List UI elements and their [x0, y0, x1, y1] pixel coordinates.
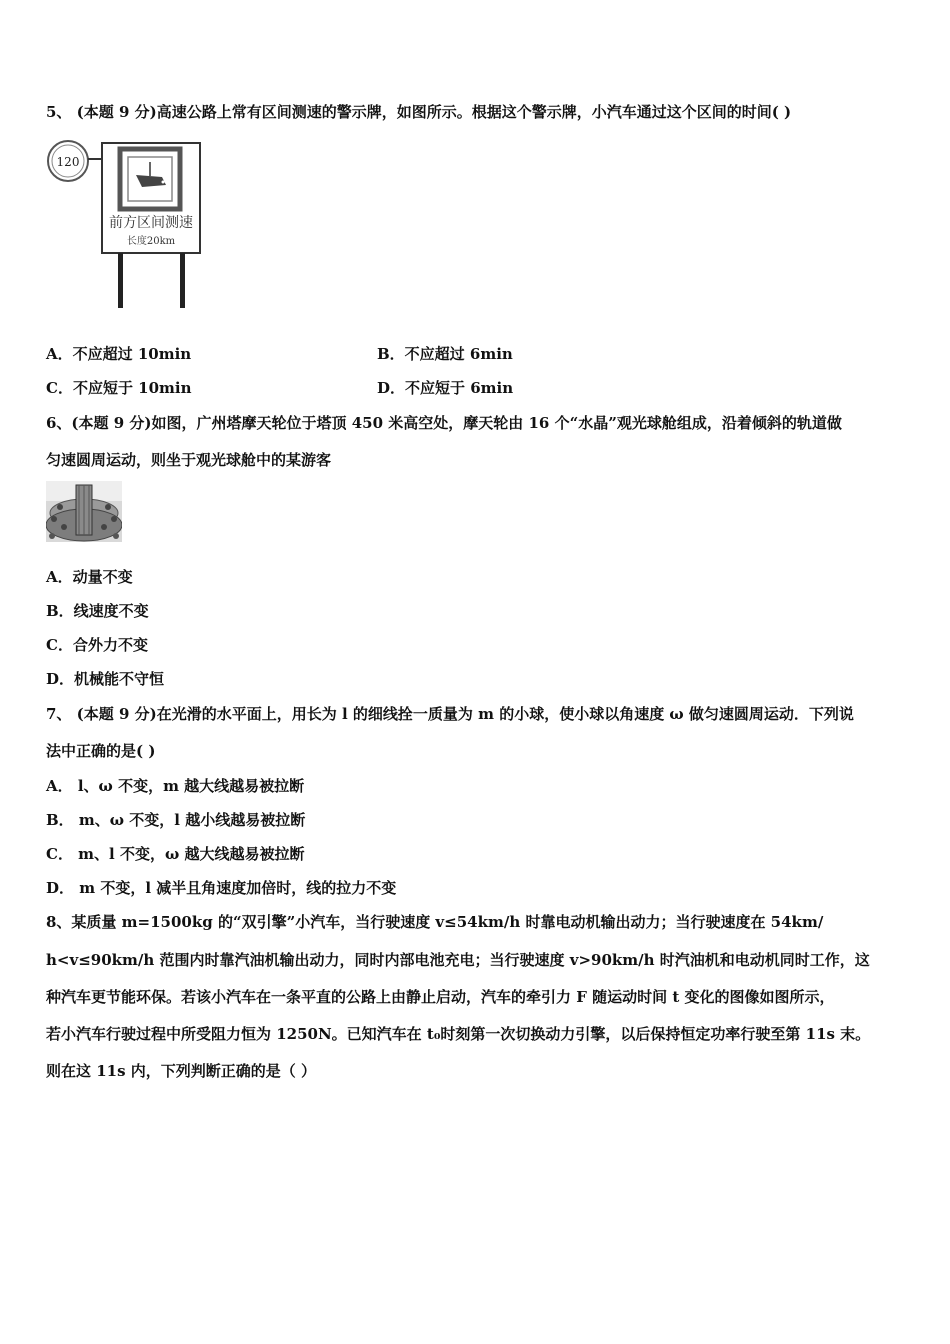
q6-option-c: C．合外力不变: [46, 636, 148, 654]
q6-option-a: A．动量不变: [46, 568, 133, 586]
camera-lens-icon: [162, 181, 165, 184]
q7-stem-line1: 7、 (本题 9 分)在光滑的水平面上，用长为 l 的细线拴一质量为 m 的小球，使小球以角速度 ω 做匀速圆周运动．下列说: [46, 705, 854, 723]
capsule-icon: [51, 516, 57, 522]
q8-line2: h<v≤90km/h 范围内时靠汽油机输出动力，同时内部电池充电；当行驶速度 v>90km/h 时汽油机和电动机同时工作，这: [46, 951, 870, 969]
q5-option-b: B．不应超过 6min: [377, 345, 513, 363]
q7-option-b: B． m、ω 不变，l 越小线越易被拉断: [46, 811, 306, 829]
q6-option-d: D．机械能不守恒: [46, 670, 165, 688]
capsule-icon: [111, 516, 117, 522]
capsule-icon: [101, 524, 107, 530]
q6-option-b: B．线速度不变: [46, 602, 149, 620]
q5-option-a: A．不应超过 10min: [46, 345, 192, 363]
q5-stem: 5、 (本题 9 分)高速公路上常有区间测速的警示牌，如图所示。根据这个警示牌，小汽车通过这个区间的时间( ): [46, 103, 792, 121]
q7-option-a: A． l、ω 不变，m 越大线越易被拉断: [46, 777, 305, 795]
ferris-wheel-photo: [46, 481, 122, 542]
sign-length: 长度20km: [126, 236, 176, 247]
q8-line3: 种汽车更节能环保。若该小汽车在一条平直的公路上由静止启动，汽车的牵引力 F 随运动时间 t 变化的图像如图所示，: [46, 988, 835, 1006]
q6-stem-line2: 匀速圆周运动，则坐于观光球舱中的某游客: [46, 451, 332, 469]
sign-leg-left: [118, 253, 123, 308]
speed-limit-text: 120: [56, 155, 80, 169]
capsule-icon: [49, 533, 55, 539]
sign-title: 前方区间测速: [109, 215, 193, 231]
q8-line4: 若小汽车行驶过程中所受阻力恒为 1250N。已知汽车在 t₀时刻第一次切换动力引擎，以后保持恒定功率行驶至第 11s 末。: [46, 1025, 871, 1043]
q8-line5: 则在这 11s 内，下列判断正确的是（ ）: [46, 1062, 316, 1080]
capsule-icon: [113, 533, 119, 539]
capsule-icon: [61, 524, 67, 530]
q5-option-c: C．不应短于 10min: [46, 379, 192, 397]
q7-option-d: D． m 不变，l 减半且角速度加倍时，线的拉力不变: [46, 879, 397, 897]
q6-stem-line1: 6、(本题 9 分)如图，广州塔摩天轮位于塔顶 450 米高空处，摩天轮由 16 个“水晶”观光球舱组成，沿着倾斜的轨道做: [46, 414, 842, 432]
q8-line1: 8、某质量 m=1500kg 的“双引擎”小汽车，当行驶速度 v≤54km/h 时靠电动机输出动力；当行驶速度在 54km/: [46, 913, 824, 931]
speed-sign-figure: [46, 138, 206, 310]
q5-option-d: D．不应短于 6min: [377, 379, 514, 397]
sign-leg-right: [180, 253, 185, 308]
q7-option-c: C． m、l 不变，ω 越大线越易被拉断: [46, 845, 305, 863]
capsule-icon: [105, 504, 111, 510]
capsule-icon: [57, 504, 63, 510]
q7-stem-line2: 法中正确的是( ): [46, 742, 156, 760]
